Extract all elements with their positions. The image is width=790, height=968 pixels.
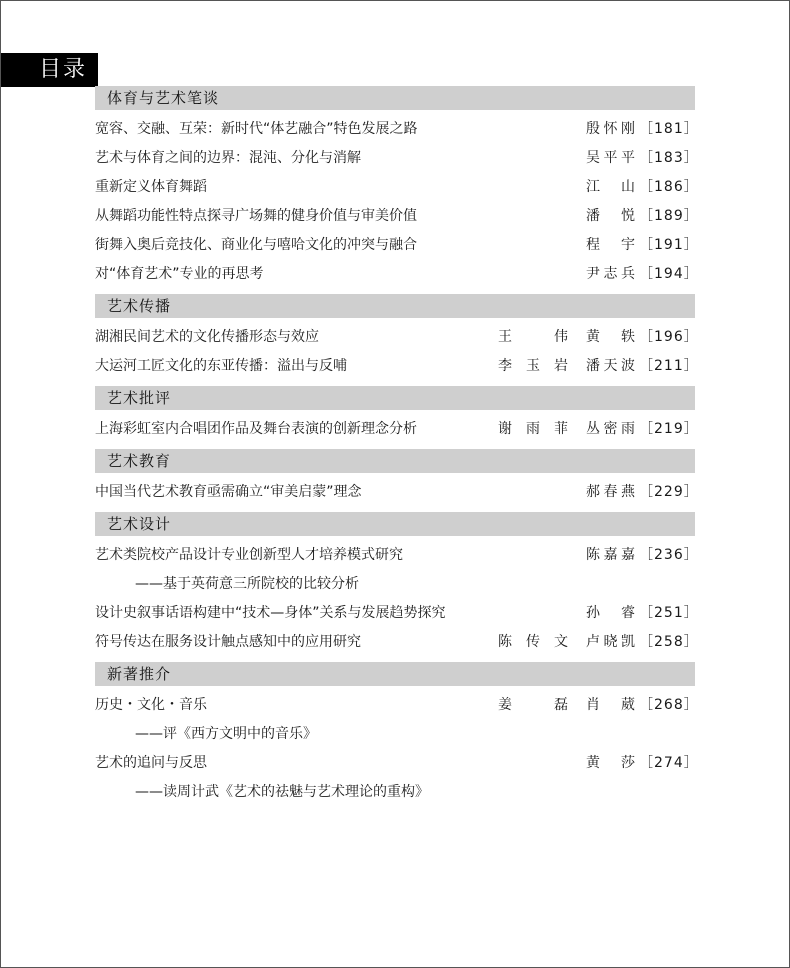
toc-sections	[95, 86, 699, 812]
article-author-first: 李玉岩	[498, 358, 568, 374]
toc-entry	[95, 415, 699, 444]
toc-entry	[95, 115, 699, 144]
section-entries	[95, 410, 699, 449]
toc-entry	[95, 749, 699, 778]
page-number: ［219］	[639, 421, 699, 437]
page-number: ［229］	[639, 484, 699, 500]
article-subtitle: ——基于英荷意三所院校的比较分析	[135, 576, 359, 592]
page-number: ［183］	[639, 150, 699, 166]
article-author: 程 宇	[586, 237, 635, 253]
section-header: 艺术教育	[95, 449, 695, 473]
page-number: ［211］	[639, 358, 699, 374]
article-author: 孙 睿	[586, 605, 635, 621]
page-number: ［196］	[639, 329, 699, 345]
section-header: 新著推介	[95, 662, 695, 686]
toc-entry	[95, 144, 699, 173]
article-title: 大运河工匠文化的东亚传播：溢出与反哺	[95, 358, 347, 374]
article-title: 宽容、交融、互荣：新时代“体艺融合”特色发展之路	[95, 121, 418, 137]
toc-entry	[95, 323, 699, 352]
article-title: 上海彩虹室内合唱团作品及舞台表演的创新理念分析	[95, 421, 417, 437]
article-author: 江 山	[586, 179, 635, 195]
page-number: ［189］	[639, 208, 699, 224]
article-title: 对“体育艺术”专业的再思考	[95, 266, 264, 282]
section-header: 艺术传播	[95, 294, 695, 318]
article-title: 湖湘民间艺术的文化传播形态与效应	[95, 329, 319, 345]
article-author: 潘天波	[586, 358, 635, 374]
toc-entry	[95, 173, 699, 202]
section-header: 艺术批评	[95, 386, 695, 410]
article-author: 丛密雨	[586, 421, 635, 437]
article-author: 陈嘉嘉	[586, 547, 635, 563]
article-author: 肖 葳	[586, 697, 635, 713]
section-header: 体育与艺术笔谈	[95, 86, 695, 110]
section-entries	[95, 473, 699, 512]
page-number: ［258］	[639, 634, 699, 650]
article-author: 黄 莎	[586, 755, 635, 771]
toc-entry	[95, 202, 699, 231]
article-author: 尹志兵	[586, 266, 635, 282]
section-entries	[95, 110, 699, 294]
article-author: 殷怀刚	[586, 121, 635, 137]
article-author: 潘 悦	[586, 208, 635, 224]
article-author-first: 陈传文	[498, 634, 568, 650]
article-title: 设计史叙事话语构建中“技术—身体”关系与发展趋势探究	[95, 605, 446, 621]
section-header: 艺术设计	[95, 512, 695, 536]
page-number: ［268］	[639, 697, 699, 713]
toc-tab-label: 目录	[1, 53, 98, 87]
page-number: ［194］	[639, 266, 699, 282]
article-author: 郝春燕	[586, 484, 635, 500]
toc-entry	[95, 628, 699, 657]
article-title: 重新定义体育舞蹈	[95, 179, 207, 195]
article-title: 从舞蹈功能性特点探寻广场舞的健身价值与审美价值	[95, 208, 417, 224]
page-number: ［236］	[639, 547, 699, 563]
article-title: 艺术与体育之间的边界：混沌、分化与消解	[95, 150, 361, 166]
article-author: 卢晓凯	[586, 634, 635, 650]
toc-entry	[95, 478, 699, 507]
page-number: ［251］	[639, 605, 699, 621]
article-author-first: 王 伟	[498, 329, 568, 345]
page-number: ［274］	[639, 755, 699, 771]
toc-entry	[95, 231, 699, 260]
article-title: 历史・文化・音乐	[95, 697, 207, 713]
article-title: 街舞入奥后竞技化、商业化与嘻哈文化的冲突与融合	[95, 237, 417, 253]
article-author: 吴平平	[586, 150, 635, 166]
section-entries	[95, 318, 699, 386]
article-title: 符号传达在服务设计触点感知中的应用研究	[95, 634, 361, 650]
page-number: ［186］	[639, 179, 699, 195]
article-subtitle: ——读周计武《艺术的祛魅与艺术理论的重构》	[135, 784, 429, 800]
page-number: ［181］	[639, 121, 699, 137]
section-entries	[95, 536, 699, 662]
toc-entry	[95, 352, 699, 381]
toc-entry	[95, 691, 699, 720]
toc-subtitle-row	[95, 778, 695, 807]
article-author: 黄 轶	[586, 329, 635, 345]
article-author-first: 姜 磊	[498, 697, 568, 713]
toc-entry	[95, 541, 699, 570]
article-subtitle: ——评《西方文明中的音乐》	[135, 726, 317, 742]
article-author-first: 谢雨菲	[498, 421, 568, 437]
toc-subtitle-row	[95, 570, 695, 599]
article-title: 艺术的追问与反思	[95, 755, 207, 771]
toc-subtitle-row	[95, 720, 695, 749]
toc-entry	[95, 260, 699, 289]
article-title: 艺术类院校产品设计专业创新型人才培养模式研究	[95, 547, 403, 563]
article-title: 中国当代艺术教育亟需确立“审美启蒙”理念	[95, 484, 362, 500]
section-entries	[95, 686, 699, 812]
toc-entry	[95, 599, 699, 628]
page-number: ［191］	[639, 237, 699, 253]
